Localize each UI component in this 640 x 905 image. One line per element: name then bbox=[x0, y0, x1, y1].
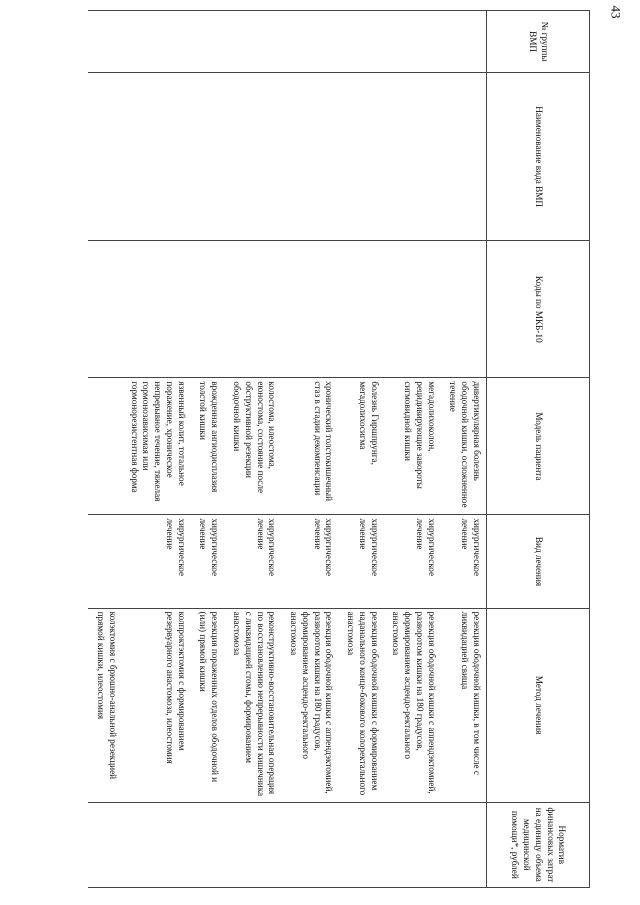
cell-cost-norm bbox=[441, 802, 487, 887]
cell-patient-model bbox=[88, 378, 122, 515]
header-treatment-method: Метод лечения bbox=[487, 608, 590, 802]
cell-group-number bbox=[281, 11, 338, 73]
cell-group-number bbox=[224, 11, 281, 73]
cell-treatment-type bbox=[88, 515, 122, 608]
cell-treatment-method: реконструктивно-восстановительная операция по восстановлению непрерывности кишечника с ликвидацией стомы, формированием анастомоза bbox=[224, 608, 281, 802]
cell-treatment-type: хирургическое лечение bbox=[281, 515, 338, 608]
cell-icd-codes bbox=[384, 241, 441, 378]
cell-vmp-name bbox=[441, 73, 487, 241]
cell-group-number bbox=[338, 11, 383, 73]
cell-treatment-type: хирургическое лечение bbox=[441, 515, 487, 608]
cell-icd-codes bbox=[338, 241, 383, 378]
table-row bbox=[338, 11, 383, 888]
cell-group-number bbox=[441, 11, 487, 73]
header-patient-model: Модель пациента bbox=[487, 378, 590, 515]
cell-patient-model: врожденная ангиодисплазия толстой кишки bbox=[191, 378, 225, 515]
cell-group-number bbox=[88, 11, 122, 73]
cell-treatment-method: колпроктэктомия с формированием резервуарного анастомоза, илеостомия bbox=[122, 608, 191, 802]
cell-group-number bbox=[122, 11, 191, 73]
table-row bbox=[224, 11, 281, 888]
cell-treatment-type: хирургическое лечение bbox=[224, 515, 281, 608]
table-row bbox=[191, 11, 225, 888]
table-row bbox=[88, 11, 122, 888]
header-icd-codes: Коды по МКБ-10 bbox=[487, 241, 590, 378]
cell-treatment-method: резекция ободочной кишки с формированием наданального конце-бокового колоректального анастомоза bbox=[338, 608, 383, 802]
rotated-table-container bbox=[96, 10, 590, 888]
cell-patient-model: мегадолихоколон, рецидивирующие завороты сигмовидной кишки bbox=[384, 378, 441, 515]
cell-icd-codes bbox=[281, 241, 338, 378]
cell-cost-norm bbox=[191, 802, 225, 887]
header-group-number: № группы ВМП bbox=[487, 11, 590, 73]
page-number: 43 bbox=[608, 5, 624, 19]
cell-icd-codes bbox=[441, 241, 487, 378]
header-vmp-name: Наименование вида ВМП bbox=[487, 73, 590, 241]
cell-treatment-type: хирургическое лечение bbox=[191, 515, 225, 608]
cell-cost-norm bbox=[281, 802, 338, 887]
cell-treatment-method: резекция пораженных отделов ободочной и (или) прямой кишки bbox=[191, 608, 225, 802]
cell-vmp-name bbox=[224, 73, 281, 241]
cell-icd-codes bbox=[224, 241, 281, 378]
table-row bbox=[384, 11, 441, 888]
cell-treatment-method: резекция ободочной кишки, в том числе с ликвидацией свища bbox=[441, 608, 487, 802]
cell-cost-norm bbox=[88, 802, 122, 887]
cell-icd-codes bbox=[191, 241, 225, 378]
cell-vmp-name bbox=[122, 73, 191, 241]
cell-patient-model: язвенный колит, тотальное поражение, хроническое непрерывное течение, тяжелая гормонозависимая или гормонорезистентная форма bbox=[122, 378, 191, 515]
table-row bbox=[281, 11, 338, 888]
cell-icd-codes bbox=[88, 241, 122, 378]
cell-treatment-type: хирургическое лечение bbox=[122, 515, 191, 608]
header-cost-norm: Норматив финансовых затрат на единицу объема медицинской помощи*, рублей bbox=[487, 802, 590, 887]
cell-patient-model: дивертикулярная болезнь ободочной кишки, осложненное течение bbox=[441, 378, 487, 515]
cell-group-number bbox=[384, 11, 441, 73]
table-row bbox=[441, 11, 487, 888]
cell-treatment-method: резекция ободочной кишки с аппендэктомией, разворотом кишки на 180 градусов, формированием асцендо-ректального анастомоза bbox=[281, 608, 338, 802]
cell-cost-norm bbox=[122, 802, 191, 887]
treatment-table bbox=[88, 10, 590, 888]
cell-patient-model: болезнь Гиршпрунга, мегадолихосигма bbox=[338, 378, 383, 515]
cell-treatment-type: хирургическое лечение bbox=[338, 515, 383, 608]
cell-treatment-method: колэктомия с брюшно-анальной резекцией прямой кишки, илеостомия bbox=[88, 608, 122, 802]
cell-vmp-name bbox=[88, 73, 122, 241]
cell-icd-codes bbox=[122, 241, 191, 378]
cell-cost-norm bbox=[384, 802, 441, 887]
header-row bbox=[487, 11, 590, 888]
cell-treatment-method: резекция ободочной кишки с аппендэктомией, разворотом кишки на 180 градусов, формированием асцендо-ректального анастомоза bbox=[384, 608, 441, 802]
cell-patient-model: колостома, илеостома, еюностома, состояние после обструктивной резекции ободочной кишки bbox=[224, 378, 281, 515]
table-row bbox=[122, 11, 191, 888]
cell-cost-norm bbox=[224, 802, 281, 887]
cell-group-number bbox=[191, 11, 225, 73]
cell-vmp-name bbox=[384, 73, 441, 241]
cell-vmp-name bbox=[191, 73, 225, 241]
cell-treatment-type: хирургическое лечение bbox=[384, 515, 441, 608]
cell-vmp-name bbox=[338, 73, 383, 241]
header-treatment-type: Вид лечения bbox=[487, 515, 590, 608]
cell-patient-model: хронический толстокишечный стаз в стадии декомпенсации bbox=[281, 378, 338, 515]
cell-cost-norm bbox=[338, 802, 383, 887]
cell-vmp-name bbox=[281, 73, 338, 241]
